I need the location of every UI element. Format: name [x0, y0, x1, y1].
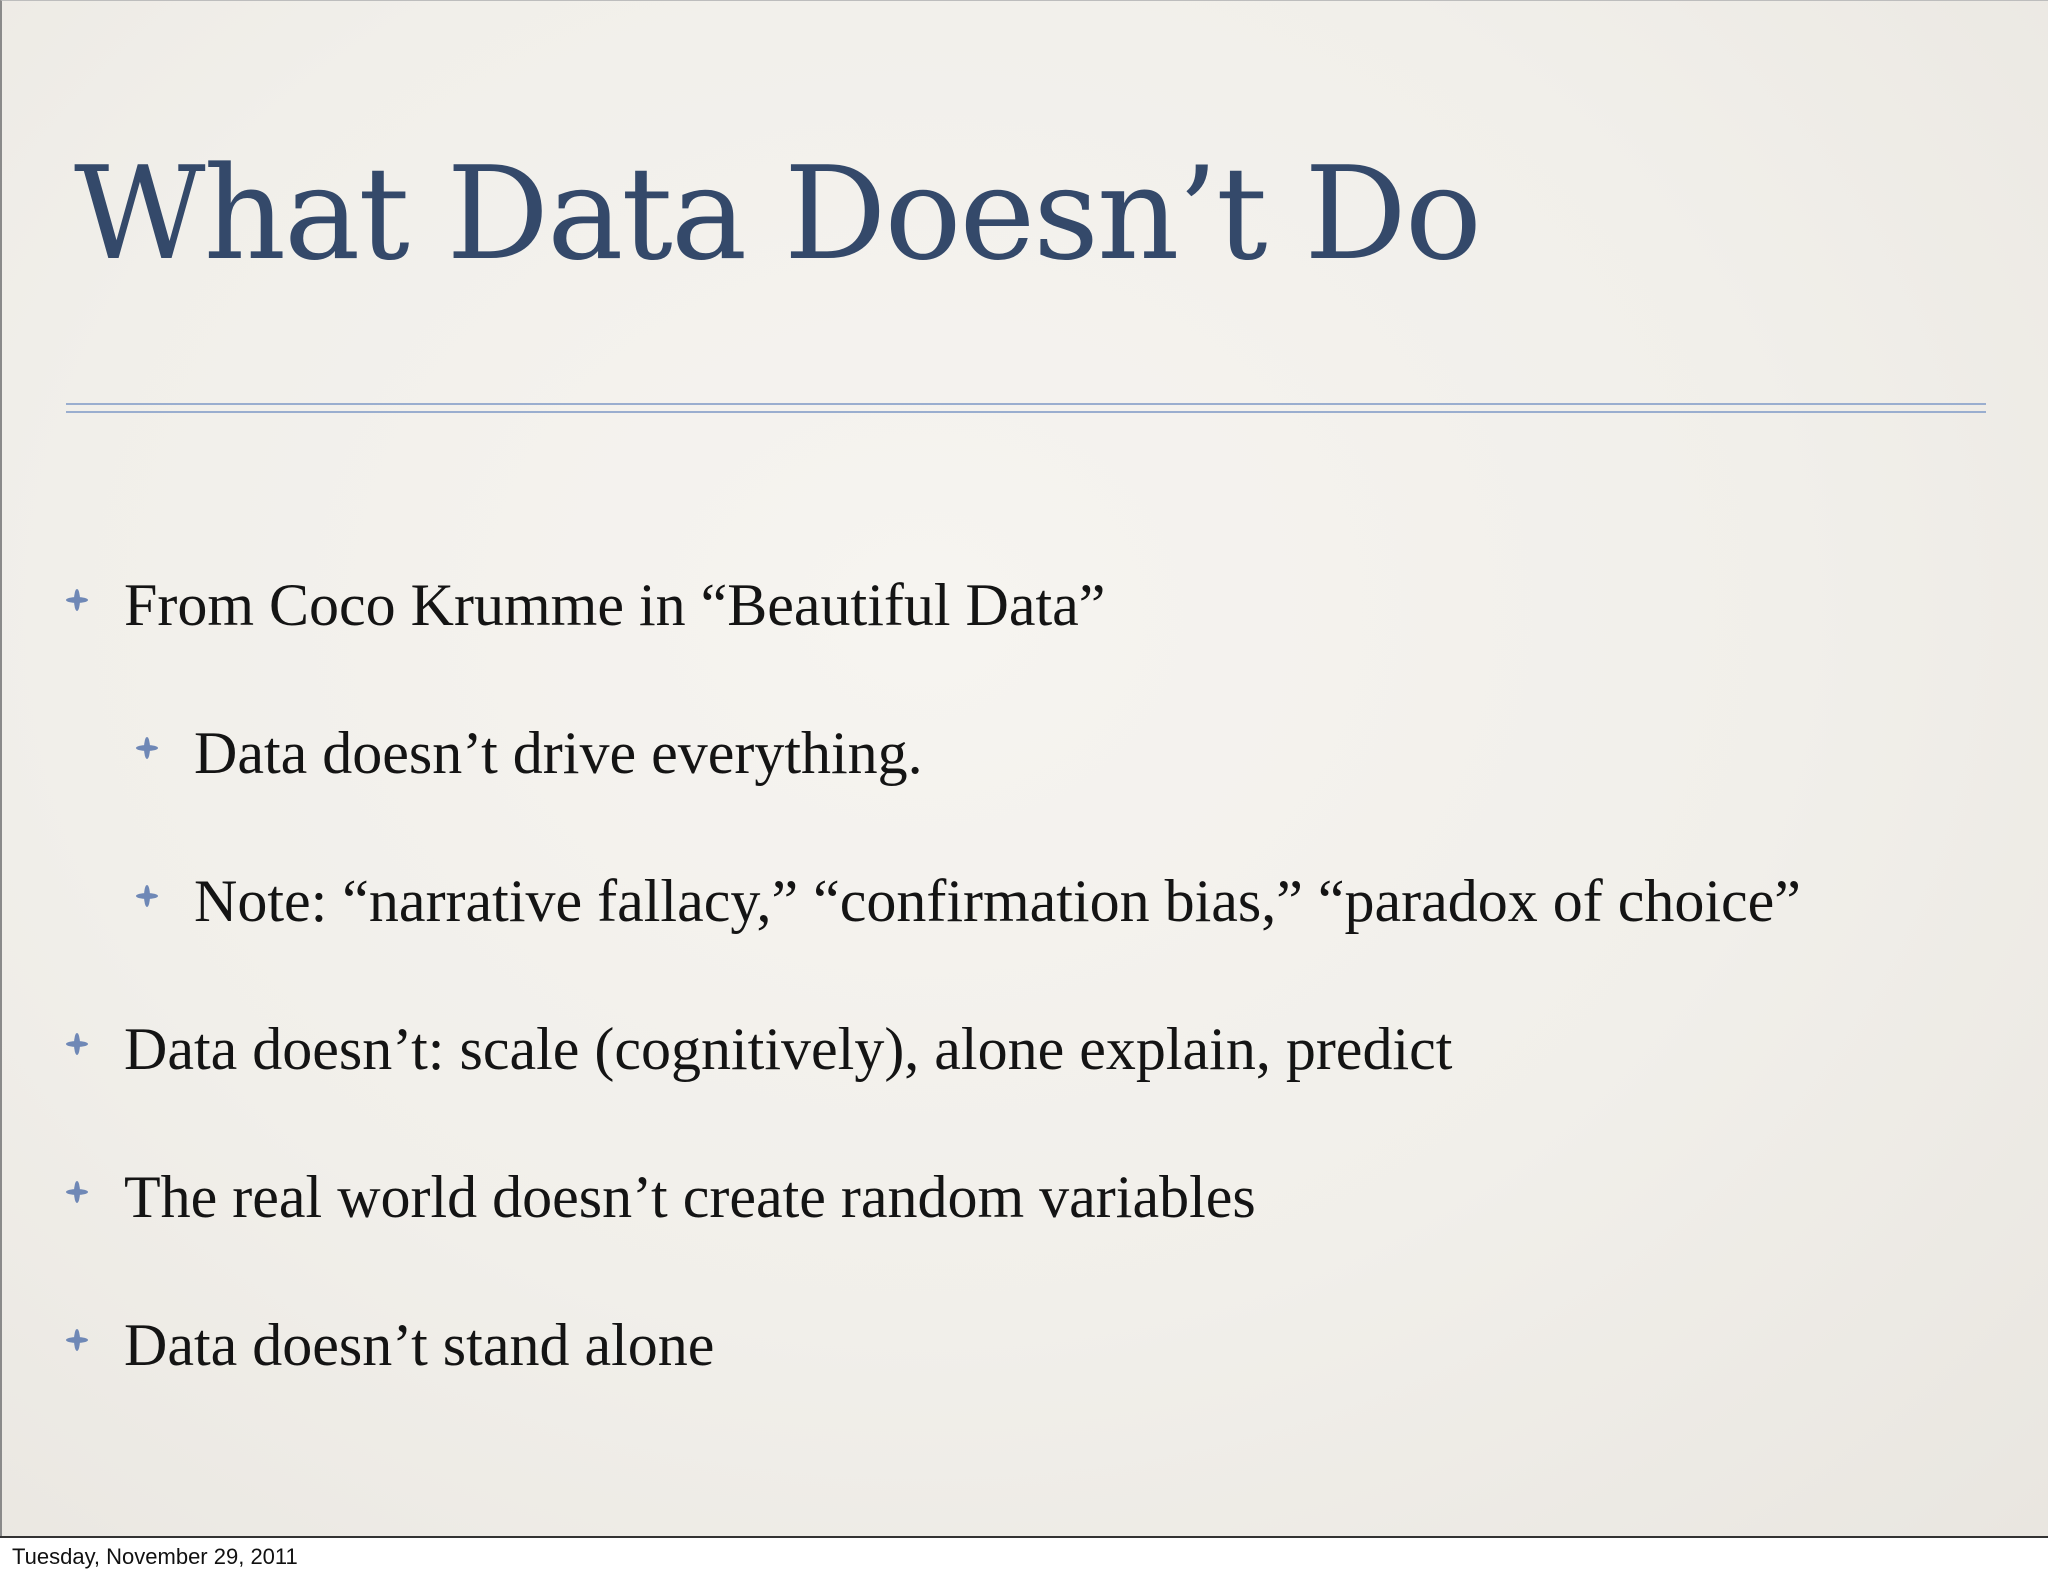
ornament-bullet-icon	[66, 589, 88, 611]
ornament-bullet-icon	[136, 885, 158, 907]
bullet-item	[124, 1016, 1453, 1082]
bullet-text: From Coco Krumme in “Beautiful Data”	[124, 572, 1106, 638]
bullet-text: Data doesn’t stand alone	[124, 1312, 715, 1378]
bullet-item	[124, 1164, 1256, 1230]
ornament-bullet-icon	[66, 1181, 88, 1203]
bullet-text: Data doesn’t: scale (cognitively), alone explain, predict	[124, 1016, 1453, 1082]
bullet-text: Note: “narrative fallacy,” “confirmation bias,” “paradox of choice”	[194, 868, 1801, 934]
bullet-text: The real world doesn’t create random variables	[124, 1164, 1256, 1230]
bullet-text: Data doesn’t drive everything.	[194, 720, 923, 786]
bullet-item	[124, 572, 1106, 638]
ornament-bullet-icon	[136, 737, 158, 759]
footer-date: Tuesday, November 29, 2011	[12, 1544, 298, 1569]
slide-title: What Data Doesn’t Do	[74, 140, 1480, 289]
title-divider-bottom	[66, 411, 1986, 413]
sub-bullet-item	[194, 720, 923, 786]
bullet-item	[124, 1312, 715, 1378]
ornament-bullet-icon	[66, 1329, 88, 1351]
sub-bullet-item	[194, 868, 1801, 934]
print-footer	[0, 1536, 2048, 1576]
title-divider-top	[66, 403, 1986, 405]
ornament-bullet-icon	[66, 1033, 88, 1055]
